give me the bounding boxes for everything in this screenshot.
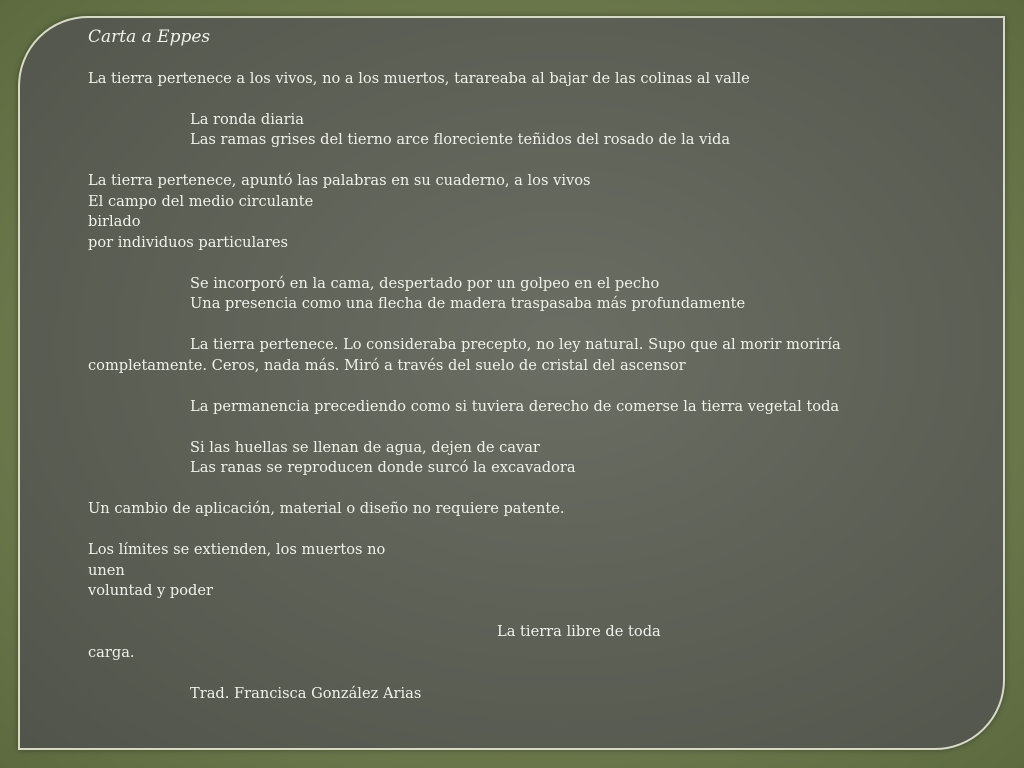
poem-body bbox=[88, 26, 888, 704]
poem-line: Las ranas se reproducen donde surcó la excavadora bbox=[190, 459, 576, 476]
poem-line: El campo del medio circulante bbox=[88, 192, 314, 210]
spacer bbox=[88, 602, 888, 623]
poem-line: Si las huellas se llenan de agua, dejen de cavar bbox=[190, 438, 540, 456]
spacer bbox=[88, 315, 888, 336]
spacer bbox=[88, 151, 888, 172]
spacer bbox=[88, 253, 888, 274]
poem-line: Un cambio de aplicación, material o diseño no requiere patente. bbox=[88, 500, 565, 517]
spacer bbox=[88, 89, 888, 110]
poem-line: completamente. Ceros, nada más. Miró a través del suelo de cristal del ascensor bbox=[88, 356, 686, 374]
poem-title: Carta a Eppes bbox=[88, 27, 211, 47]
slide-panel bbox=[18, 16, 1005, 750]
spacer bbox=[88, 48, 888, 69]
poem-line: voluntad y poder bbox=[88, 582, 214, 599]
poem-line: birlado bbox=[88, 213, 141, 230]
poem-line: Los límites se extienden, los muertos no bbox=[88, 541, 386, 558]
poem-line: Se incorporó en la cama, despertado por un golpeo en el pecho bbox=[190, 274, 660, 292]
poem-line: La tierra pertenece. Lo consideraba precepto, no ley natural. Supo que al morir moriría bbox=[190, 336, 841, 353]
poem-line: La ronda diaria bbox=[190, 110, 304, 128]
poem-line: Las ramas grises del tierno arce floreciente teñidos del rosado de la vida bbox=[190, 131, 731, 148]
poem-line: La tierra libre de toda bbox=[497, 623, 661, 640]
spacer bbox=[88, 663, 888, 684]
poem-line: Una presencia como una flecha de madera traspasaba más profundamente bbox=[190, 295, 746, 312]
poem-line: La permanencia precediendo como si tuviera derecho de comerse la tierra vegetal toda bbox=[190, 397, 840, 415]
spacer bbox=[88, 479, 888, 500]
spacer bbox=[88, 520, 888, 541]
poem-line: por individuos particulares bbox=[88, 233, 288, 251]
poem-line: La tierra pertenece a los vivos, no a los muertos, tarareaba al bajar de las colinas al valle bbox=[88, 69, 750, 87]
spacer bbox=[88, 376, 888, 397]
translator-credit: Trad. Francisca González Arias bbox=[190, 684, 422, 702]
poem-line: La tierra pertenece, apuntó las palabras en su cuaderno, a los vivos bbox=[88, 172, 591, 189]
poem-line: unen bbox=[88, 561, 125, 579]
spacer bbox=[88, 417, 888, 438]
poem-line: carga. bbox=[88, 643, 135, 661]
